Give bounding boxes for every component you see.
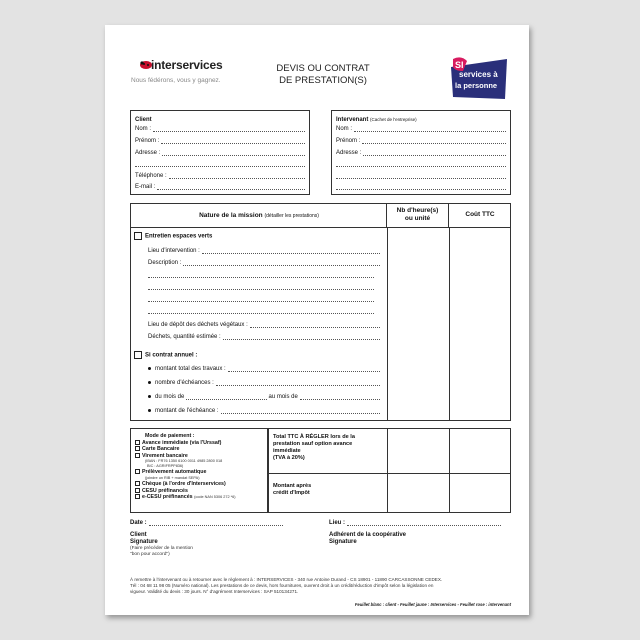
montant-travaux-field[interactable]: montant total des travaux : [148, 366, 380, 372]
entretien-checkbox[interactable] [134, 232, 142, 240]
payment-carte[interactable]: Carte Bancaire [135, 446, 267, 453]
adherent-sig-label: Signature [329, 539, 357, 545]
total-line-2: prestation sauf option avance [273, 441, 353, 447]
entretien-label: Entretien espaces verts [145, 233, 213, 240]
payment-avance[interactable]: Avance immédiate (via l'Urssaf) [135, 440, 267, 447]
periode-field[interactable]: du mois de au mois de [148, 394, 380, 400]
lieu-intervention-field[interactable]: Lieu d'intervention : [148, 248, 380, 254]
hours-header-line-2: ou unité [404, 215, 431, 222]
section-entretien[interactable] [134, 232, 212, 240]
intervenant-prenom-field[interactable]: Prénom : [336, 138, 506, 144]
document-title [263, 63, 383, 87]
payment-cheque[interactable]: Chèque (à l'ordre d'Interservices) [135, 481, 267, 488]
badge-line-1: services à [459, 70, 498, 79]
description-line-4[interactable] [148, 301, 374, 302]
avance-checkbox[interactable] [135, 440, 140, 445]
nb-echeances-field[interactable]: nombre d'échéances : [148, 380, 380, 386]
totals-divider-2 [449, 429, 450, 513]
section-contrat-annuel[interactable] [134, 351, 197, 359]
total-line-3: immédiate [273, 448, 301, 454]
mission-table [130, 203, 511, 421]
col-header-cost: Coût TTC [449, 204, 511, 228]
intervenant-adresse-line-3[interactable] [336, 178, 506, 179]
brand-tagline: Nous fédérons, vous y gagnez. [131, 77, 221, 84]
dechets-quantite-field[interactable]: Déchets, quantité estimée : [148, 334, 380, 340]
footer-line-2: Tél : 04 68 11 98 05 (Numéro national). Les prestations de ce devis, hors fournitures, ouvrent droit à un crédit/réduction d'impôt selon la législation en [130, 583, 434, 588]
intervenant-adresse-line-4[interactable] [336, 189, 506, 190]
badge-icon [447, 53, 511, 105]
carte-checkbox[interactable] [135, 446, 140, 451]
client-nom-field[interactable]: Nom : [135, 126, 305, 132]
footer-line-3: vigueur. Validité du devis : 30 jours. N° d'agrément Interservices : SAP 510134271. [130, 589, 299, 594]
payment-virement[interactable]: Virement bancaire [135, 453, 267, 460]
lieu-field[interactable]: Lieu : [329, 520, 501, 526]
footer-line-1: À remettre à l'intervenant ou à retourner avec le règlement à : INTERSERVICES - 340 rue Antoine Durand - CS 18901 - 11890 CARCASSONNE CEDEX. [130, 577, 443, 582]
totals-divider-1 [387, 429, 388, 513]
adherent-sig-title: Adhérent de la coopérative [329, 532, 407, 538]
title-line-2: DE PRESTATION(S) [279, 75, 367, 86]
date-field[interactable]: Date : [130, 520, 283, 526]
col-header-hours [387, 204, 449, 228]
intervenant-note: (Cachet de l'entreprise) [370, 117, 417, 122]
client-signature-block[interactable] [130, 532, 193, 557]
client-sig-note-1: (Faire précéder de la mention [130, 546, 193, 551]
quote-form-sheet [105, 25, 529, 615]
badge-line-2: la personne [455, 81, 498, 90]
depot-dechets-field[interactable]: Lieu de dépôt des déchets végétaux : [148, 322, 380, 328]
rib-note: (joindre un RIB + mandat SEPA) [145, 475, 200, 480]
montant-echeance-field[interactable]: montant de l'échéance : [148, 408, 380, 414]
iban-text: (IBAN : FR76 1350 6100 0011 4985 2800 018 [145, 459, 223, 464]
client-email-field[interactable]: E-mail : [135, 184, 305, 190]
client-adresse-field[interactable]: Adresse : [135, 150, 305, 156]
payment-box [130, 428, 268, 513]
payment-cesu[interactable]: CESU préfinancés [135, 488, 267, 495]
bic-text: BIC : AGRIFRPP836) [147, 464, 184, 469]
total-ttc-label [273, 434, 385, 462]
virement-checkbox[interactable] [135, 453, 140, 458]
contrat-annuel-checkbox[interactable] [134, 351, 142, 359]
description-line-3[interactable] [148, 289, 374, 290]
description-line-2[interactable] [148, 277, 374, 278]
total-line-4: (TVA à 20%) [273, 455, 305, 461]
client-prenom-field[interactable]: Prénom : [135, 138, 305, 144]
title-line-1: DEVIS OU CONTRAT [276, 63, 370, 74]
adherent-signature-block[interactable] [329, 532, 406, 546]
nature-header-text: Nature de la mission (détailler les prestations) [199, 212, 319, 219]
client-sig-label: Signature [130, 539, 158, 545]
cesu-checkbox[interactable] [135, 488, 140, 493]
description-field[interactable]: Description : [148, 260, 380, 266]
hours-header-line-1: Nb d'heure(s) [396, 207, 439, 214]
client-sig-note-2: "bon pour accord") [130, 551, 170, 557]
credit-impot-label [273, 483, 311, 497]
divider-2 [449, 228, 450, 421]
client-title: Client [135, 117, 152, 123]
services-a-la-personne-badge [447, 53, 511, 105]
client-telephone-field[interactable]: Téléphone : [135, 173, 305, 179]
ecesu-checkbox[interactable] [135, 494, 140, 499]
totals-row-divider [269, 473, 511, 474]
footer-copies: Feuillet blanc : client - Feuillet jaune : Interservices - Feuillet rose : intervenant [354, 602, 511, 607]
cheque-checkbox[interactable] [135, 481, 140, 486]
intervenant-title: Intervenant (Cachet de l'entreprise) [336, 117, 417, 123]
payment-prelevement[interactable]: Prélèvement automatique [135, 469, 267, 476]
prelevement-checkbox[interactable] [135, 469, 140, 474]
intervenant-adresse-line-2[interactable] [336, 166, 506, 167]
brand-name: interservices [151, 58, 223, 72]
description-line-5[interactable] [148, 313, 374, 314]
totals-box [268, 428, 511, 513]
intervenant-adresse-field[interactable]: Adresse : [336, 150, 506, 156]
payment-ecesu[interactable]: e-CESU préfinancés (code NAN 5306 272 *6) [135, 494, 267, 501]
total-line-1: Total TTC À RÉGLER lors de la [273, 434, 355, 440]
svg-text:SI: SI [455, 60, 464, 70]
col-header-nature [131, 204, 387, 228]
client-box [130, 110, 310, 195]
divider-1 [387, 228, 388, 421]
intervenant-nom-field[interactable]: Nom : [336, 126, 506, 132]
client-adresse-line-2[interactable] [135, 166, 305, 167]
client-sig-title: Client [130, 532, 147, 538]
credit-line-1: Montant après [273, 483, 312, 489]
intervenant-box [331, 110, 511, 195]
credit-line-2: crédit d'Impôt [273, 490, 310, 496]
ecesu-note: (code NAN 5306 272 *6) [194, 495, 236, 500]
payment-title: Mode de paiement : [145, 433, 195, 439]
contrat-annuel-label: Si contrat annuel : [145, 352, 198, 359]
footer-legal [130, 577, 511, 595]
